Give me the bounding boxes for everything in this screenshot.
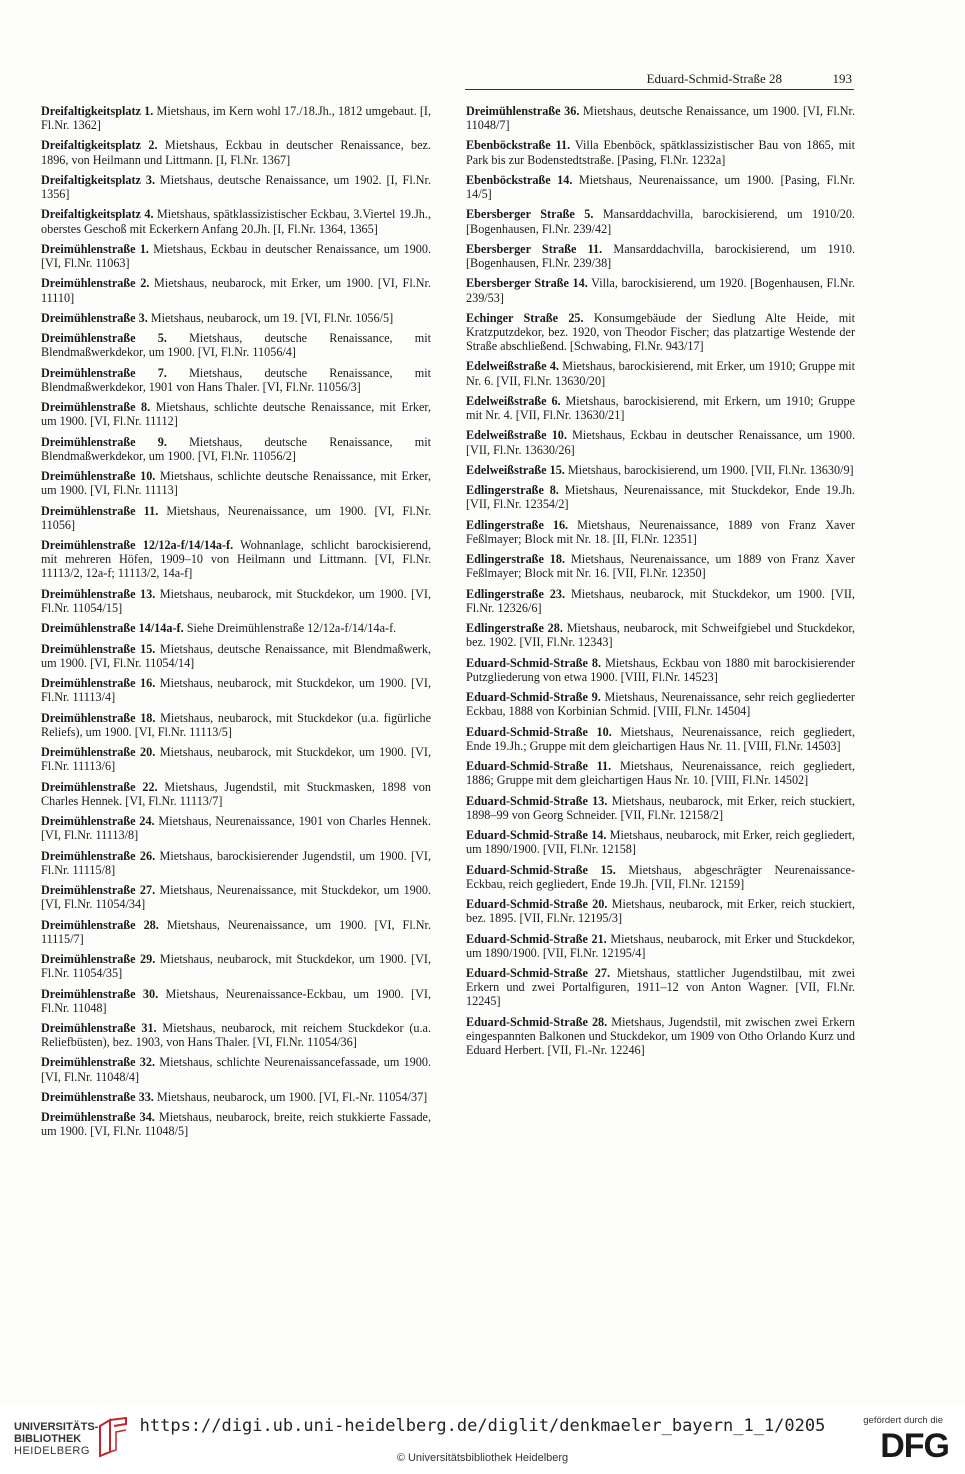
entry-description: Mansarddachvilla, barockisierend, um 1910/20. [Bogenhausen, Fl.Nr. 239/42] — [466, 207, 855, 236]
entry-description: Villa Ebenböck, spätklassizistischer Bau von 1865, mit Park bis zur Bodenstedtstraße. [Pasing, Fl.Nr. 1232a] — [466, 138, 855, 167]
entry-address: Edlingerstraße 18. — [466, 552, 566, 567]
register-entry — [41, 711, 431, 739]
register-entry — [41, 104, 431, 132]
register-entry — [41, 504, 431, 532]
register-entry — [41, 587, 431, 615]
entry-description: Mietshaus, Neurenaissance-Eckbau, um 1900. [VI, Fl.Nr. 11048] — [41, 986, 431, 1015]
entry-address: Edlingerstraße 8. — [466, 483, 559, 498]
entry-description: Mietshaus, Neurenaissance, reich gegliedert, Ende 19.Jh.; Gruppe mit dem gleichartigen Haus Nr. 11. [VIII, Fl.Nr. 14503] — [466, 724, 855, 753]
entry-address: Dreimühlenstraße 27. — [41, 883, 156, 898]
entry-address: Dreimühlenstraße 30. — [41, 986, 159, 1001]
entry-address: Edlingerstraße 28. — [466, 621, 563, 636]
register-entry — [466, 863, 855, 891]
register-entry — [466, 242, 855, 270]
entry-address: Dreimühlenstraße 34. — [41, 1110, 155, 1125]
entry-description: Mietshaus, neubarock, mit Stuckdekor, um 1900. [VI, Fl.Nr. 11054/15] — [41, 586, 432, 615]
register-entry — [41, 400, 431, 428]
running-header — [465, 69, 854, 90]
entry-description: Mietshaus, neubarock, mit Stuckdekor, um 1900. [VI, Fl.Nr. 11054/35] — [41, 952, 432, 981]
footer-bar — [0, 1405, 965, 1474]
entry-address: Dreimühlenstraße 22. — [41, 779, 158, 794]
register-entry — [41, 987, 431, 1015]
register-entry — [41, 1021, 431, 1049]
right-column — [466, 104, 855, 1063]
entry-address: Dreimühlenstraße 1. — [41, 241, 149, 256]
register-entry — [466, 483, 855, 511]
entry-description: Mietshaus, Eckbau in deutscher Renaissance, bez. 1896, von Heilmann und Littmann. [I, Fl.Nr. 1367] — [41, 138, 431, 167]
entry-description: Mietshaus, Neurenaissance, um 1900. [VI, Fl.Nr. 11115/7] — [41, 917, 431, 946]
running-title: Eduard-Schmid-Straße 28 — [646, 71, 782, 86]
entry-address: Dreimühlenstraße 10. — [41, 469, 156, 484]
entry-address: Eduard-Schmid-Straße 10. — [466, 724, 612, 739]
register-entry — [466, 725, 855, 753]
register-entry — [41, 138, 431, 166]
library-name-line1: UNIVERSITÄTS- — [14, 1421, 99, 1433]
entry-description: Mietshaus, neubarock, mit Stuckdekor, um 1900. [VII, Fl.Nr. 12326/6] — [466, 586, 855, 615]
entry-description: Mietshaus, barockisierend, um 1900. [VII, Fl.Nr. 13630/9] — [564, 462, 854, 477]
register-entry — [41, 1090, 431, 1104]
entry-address: Eduard-Schmid-Straße 9. — [466, 690, 601, 705]
entry-address: Dreimühlenstraße 7. — [41, 365, 167, 380]
entry-description: Konsumgebäude der Siedlung Alte Heide, mit Kratzputzdekor, bez. 1920, von Theodor Fischer; das platzartige Westende der Straße abschließend. [Schwabing, Fl.Nr. 943/17] — [466, 310, 856, 354]
entry-address: Eduard-Schmid-Straße 15. — [466, 862, 616, 877]
register-entry — [41, 780, 431, 808]
entry-address: Dreimühlenstraße 11. — [41, 503, 159, 518]
entry-description: Mietshaus, neubarock, mit reichem Stuckdekor (u.a. Reliefbüsten), bez. 1903, von Hans Thaler. [VI, Fl.Nr. 11054/36] — [41, 1020, 431, 1050]
register-entry — [466, 621, 855, 649]
entry-address: Eduard-Schmid-Straße 28. — [466, 1014, 608, 1029]
register-entry — [466, 311, 855, 353]
register-entry — [466, 690, 855, 718]
register-entry — [41, 676, 431, 704]
entry-address: Edelweißstraße 4. — [466, 359, 559, 374]
entry-address: Ebersberger Straße 11. — [466, 241, 603, 256]
register-entry — [41, 814, 431, 842]
register-entry — [41, 883, 431, 911]
entry-description: Mietshaus, neubarock, um 19. [VI, Fl.Nr. 1056/5] — [147, 310, 394, 325]
register-entry — [41, 621, 431, 635]
entry-address: Ebersberger Straße 14. — [466, 276, 588, 291]
entry-description: Mietshaus, Jugendstil, mit Stuckmasken, 1898 von Charles Hennek. [VI, Fl.Nr. 11113/7] — [41, 779, 431, 808]
entry-description: Mietshaus, deutsche Renaissance, um 1900. [VI, Fl.Nr. 11048/7] — [466, 104, 855, 133]
entry-description: Mietshaus, neubarock, mit Erker, reich gegliedert, um 1890/1900. [VII, Fl.Nr. 12158] — [466, 828, 855, 857]
entry-description: Mietshaus, schlichte deutsche Renaissance, mit Erker, um 1900. [VI, Fl.Nr. 11112] — [41, 400, 431, 429]
register-entry — [41, 952, 431, 980]
register-entry — [41, 642, 431, 670]
register-entry — [466, 897, 855, 925]
entry-description: Mietshaus, Neurenaissance, 1901 von Charles Hennek. [VI, Fl.Nr. 11113/8] — [41, 814, 431, 843]
register-entry — [466, 394, 855, 422]
register-entry — [466, 587, 855, 615]
entry-description: Mietshaus, deutsche Renaissance, mit Blendmaßwerkdekor, um 1900. [VI, Fl.Nr. 11056/2] — [41, 434, 432, 463]
entry-address: Dreimühlenstraße 32. — [41, 1055, 156, 1070]
entry-address: Echinger Straße 25. — [466, 310, 584, 325]
entry-address: Dreimühlenstraße 29. — [41, 952, 156, 967]
entry-address: Dreimühlenstraße 26. — [41, 848, 156, 863]
entry-description: Mietshaus, Neurenaissance, mit Stuckdekor, Ende 19.Jh. [VII, Fl.Nr. 12354/2] — [466, 483, 855, 512]
entry-address: Ebersberger Straße 5. — [466, 207, 594, 222]
entry-description: Mietshaus, Eckbau in deutscher Renaissance, um 1900. [VII, Fl.Nr. 13630/26] — [466, 428, 855, 457]
entry-address: Edelweißstraße 15. — [466, 462, 565, 477]
entry-address: Dreimühlenstraße 31. — [41, 1020, 157, 1035]
entry-description: Villa, barockisierend, um 1920. [Bogenhausen, Fl.Nr. 239/53] — [466, 276, 855, 305]
register-entry — [466, 759, 855, 787]
entry-description: Mansarddachvilla, barockisierend, um 1910. [Bogenhausen, Fl.Nr. 239/38] — [466, 241, 855, 271]
register-entry — [41, 1110, 431, 1138]
register-entry — [41, 469, 431, 497]
entry-address: Dreifaltigkeitsplatz 3. — [41, 172, 156, 187]
entry-address: Dreimühlenstraße 2. — [41, 276, 150, 291]
entry-address: Dreimühlenstraße 9. — [41, 434, 167, 449]
register-entry — [41, 1055, 431, 1083]
entry-description: Mietshaus, Neurenaissance, um 1889 von Franz Xaver Feßlmayer; Block mit Nr. 16. [VII, Fl.Nr. 12350] — [466, 552, 855, 581]
entry-address: Dreimühlenstraße 28. — [41, 917, 159, 932]
page-number: 193 — [832, 71, 852, 86]
entry-description: Mietshaus, neubarock, mit Stuckdekor, um 1900. [VI, Fl.Nr. 11113/4] — [41, 676, 432, 705]
entry-address: Dreifaltigkeitsplatz 4. — [41, 207, 154, 222]
entry-address: Eduard-Schmid-Straße 11. — [466, 759, 612, 774]
register-entry — [466, 794, 855, 822]
entry-address: Dreimühlenstraße 3. — [41, 310, 148, 325]
register-entry — [466, 1015, 855, 1057]
register-entry — [466, 932, 855, 960]
entry-address: Edelweißstraße 10. — [466, 428, 567, 443]
entry-description: Mietshaus, neubarock, mit Erker, reich stuckiert, 1898–99 von Georg Schneider. [VII, Fl.Nr. 12158/2] — [466, 793, 855, 822]
register-entry — [466, 207, 855, 235]
entry-address: Dreimühlenstraße 12/12a-f/14/14a-f. — [41, 538, 234, 553]
entry-address: Dreimühlenstraße 16. — [41, 676, 156, 691]
entry-description: Mietshaus, neubarock, mit Stuckdekor (u.a. figürliche Reliefs), um 1900. [VI, Fl.Nr. 11113/5] — [41, 710, 431, 739]
register-entry — [41, 173, 431, 201]
entry-address: Edlingerstraße 23. — [466, 586, 566, 601]
register-entry — [466, 518, 855, 546]
entry-description: Mietshaus, Eckbau in deutscher Renaissance, um 1900. [VI, Fl.Nr. 11063] — [41, 241, 431, 271]
entry-address: Edlingerstraße 16. — [466, 517, 569, 532]
entry-description: Mietshaus, Neurenaissance, reich gegliedert, 1886; Gruppe mit dem gleichartigen Haus Nr. 10. [VIII, Fl.Nr. 14502] — [466, 759, 855, 788]
entry-address: Dreimühlenstraße 8. — [41, 400, 151, 415]
entry-description: Wohnanlage, schlicht barockisierend, mit mehreren Höfen, 1909–10 von Heilmann und Littmann. [VI, Fl.Nr. 11113/2, 12a-f; 11113/2, 14a-f] — [41, 538, 431, 581]
entry-address: Ebenböckstraße 11. — [466, 138, 571, 153]
entry-address: Eduard-Schmid-Straße 20. — [466, 897, 608, 912]
register-entry — [466, 276, 855, 304]
register-entry — [466, 104, 855, 132]
entry-address: Edelweißstraße 6. — [466, 393, 561, 408]
entry-description: Mietshaus, stattlicher Jugendstilbau, mit zwei Erkern und zwei Portalfiguren, 1911–12 von Anton Wagner. [VII, Fl.Nr. 12245] — [466, 966, 855, 1009]
entry-description: Mietshaus, deutsche Renaissance, mit Blendmaßwerkdekor, um 1900. [VI, Fl.Nr. 11056/4] — [41, 331, 432, 360]
entry-address: Dreimühlenstraße 14/14a-f. — [41, 621, 184, 636]
entry-description: Mietshaus, im Kern wohl 17./18.Jh., 1812 umgebaut. [I, Fl.Nr. 1362] — [41, 104, 431, 133]
register-entry — [41, 435, 431, 463]
entry-address: Eduard-Schmid-Straße 14. — [466, 828, 607, 843]
register-entry — [41, 207, 431, 235]
entry-description: Mietshaus, Neurenaissance, sehr reich gegliederter Eckbau, 1888 von Korbinian Schmid. [VIII, Fl.Nr. 14504] — [466, 690, 855, 719]
entry-description: Mietshaus, Neurenaissance, um 1900. [Pasing, Fl.Nr. 14/5] — [466, 172, 855, 202]
register-entry — [41, 276, 431, 304]
library-name-line2: BIBLIOTHEK — [14, 1433, 82, 1445]
entry-description: Mietshaus, barockisierend, mit Erkern, um 1910; Gruppe mit Nr. 4. [VII, Fl.Nr. 13630/21] — [466, 393, 855, 423]
entry-description: Mietshaus, barockisierend, mit Erker, um 1910; Gruppe mit Nr. 6. [VII, Fl.Nr. 13630/20] — [466, 359, 855, 388]
register-entry — [41, 242, 431, 270]
entry-description: Mietshaus, Neurenaissance, mit Stuckdekor, um 1900. [VI, Fl.Nr. 11054/34] — [41, 883, 432, 912]
register-entry — [41, 366, 431, 394]
register-entry — [466, 428, 855, 456]
register-entry — [41, 918, 431, 946]
entry-description: Mietshaus, neubarock, mit Erker, reich stuckiert, bez. 1895. [VII, Fl.Nr. 12195/3] — [466, 897, 855, 926]
entry-description: Mietshaus, barockisierender Jugendstil, um 1900. [VI, Fl.Nr. 11115/8] — [41, 848, 431, 877]
entry-address: Eduard-Schmid-Straße 8. — [466, 655, 602, 670]
entry-address: Dreimühlenstraße 15. — [41, 641, 156, 656]
entry-description: Mietshaus, deutsche Renaissance, um 1902. [I, Fl.Nr. 1356] — [41, 172, 431, 202]
entry-description: Mietshaus, Neurenaissance, 1889 von Franz Xaver Feßlmayer; Block mit Nr. 18. [II, Fl.Nr. 12351] — [466, 517, 855, 546]
entry-address: Dreimühlenstraße 33. — [41, 1089, 154, 1104]
entry-description: Mietshaus, Jugendstil, mit zwischen zwei Erkern eingespannten Balkonen und Stuckdekor, um 1909 von Otho Orlando Kurz und Eduard Herbert. [VII, Fl.-Nr. 12246] — [466, 1014, 855, 1057]
entry-address: Dreimühlenstraße 18. — [41, 710, 156, 725]
entry-address: Dreimühlenstraße 5. — [41, 331, 167, 346]
dfg-logo[interactable]: DFG — [880, 1427, 949, 1465]
entry-description: Siehe Dreimühlenstraße 12/12a-f/14/14a-f. — [183, 621, 397, 636]
entry-description: Mietshaus, Eckbau von 1880 mit barockisierender Putzgliederung von etwa 1900. [VIII, Fl.Nr. 14523] — [466, 655, 855, 684]
entry-address: Dreimühlenstraße 36. — [466, 104, 580, 118]
library-name-line3: HEIDELBERG — [14, 1445, 90, 1457]
register-entry — [466, 138, 855, 166]
entry-description: Mietshaus, neubarock, mit Schweifgiebel und Stuckdekor, bez. 1902. [VII, Fl.Nr. 12343] — [466, 621, 855, 650]
entry-address: Eduard-Schmid-Straße 13. — [466, 793, 608, 808]
entry-description: Mietshaus, deutsche Renaissance, mit Blendmaßwerkdekor, 1901 von Hans Thaler. [VI, Fl.Nr. 11056/3] — [41, 365, 432, 394]
register-entry — [466, 463, 855, 477]
register-entry — [41, 331, 431, 359]
register-entry — [466, 359, 855, 387]
register-entry — [41, 311, 431, 325]
register-entry — [466, 966, 855, 1008]
register-entry — [41, 745, 431, 773]
register-entry — [466, 656, 855, 684]
register-entry — [41, 538, 431, 580]
entry-description: Mietshaus, neubarock, mit Erker und Stuckdekor, um 1890/1900. [VII, Fl.Nr. 12195/4] — [466, 931, 855, 960]
entry-address: Dreifaltigkeitsplatz 1. — [41, 104, 154, 118]
entry-description: Mietshaus, neubarock, breite, reich stukkierte Fassade, um 1900. [VI, Fl.Nr. 11048/5] — [41, 1110, 431, 1139]
entry-description: Mietshaus, Neurenaissance, um 1900. [VI, Fl.Nr. 11056] — [41, 503, 432, 532]
entry-description: Mietshaus, deutsche Renaissance, mit Blendmaßwerk, um 1900. [VI, Fl.Nr. 11054/14] — [41, 641, 431, 670]
entry-description: Mietshaus, spätklassizistischer Eckbau, 3.Viertel 19.Jh., oberstes Geschoß mit Eckerkern Anfang 20.Jh. [I, Fl.Nr. 1364, 1365] — [41, 207, 431, 236]
entry-description: Mietshaus, neubarock, um 1900. [VI, Fl.-Nr. 11054/37] — [153, 1089, 428, 1104]
entry-address: Eduard-Schmid-Straße 27. — [466, 966, 611, 981]
entry-address: Dreimühlenstraße 24. — [41, 814, 155, 829]
entry-address: Dreimühlenstraße 20. — [41, 745, 156, 760]
entry-description: Mietshaus, neubarock, mit Erker, um 1900. [VI, Fl.Nr. 11110] — [41, 276, 431, 305]
left-column — [41, 104, 431, 1145]
funding-label: gefördert durch die — [863, 1415, 943, 1426]
entry-description: Mietshaus, abgeschrägter Neurenaissance-Eckbau, reich gegliedert, Ende 19.Jh. [VII, Fl.Nr. 12159] — [466, 862, 855, 891]
register-entry — [41, 849, 431, 877]
entry-address: Eduard-Schmid-Straße 21. — [466, 931, 607, 946]
entry-description: Mietshaus, schlichte Neurenaissancefassade, um 1900. [VI, Fl.Nr. 11048/4] — [41, 1055, 432, 1084]
copyright-notice: © Universitätsbibliothek Heidelberg — [396, 1452, 569, 1464]
entry-description: Mietshaus, neubarock, mit Stuckdekor, um 1900. [VI, Fl.Nr. 11113/6] — [41, 745, 432, 774]
entry-description: Mietshaus, schlichte deutsche Renaissance, mit Erker, um 1900. [VI, Fl.Nr. 11113] — [41, 469, 431, 498]
entry-address: Ebenböckstraße 14. — [466, 172, 573, 187]
register-entry — [466, 552, 855, 580]
register-entry — [466, 173, 855, 201]
register-entry — [466, 828, 855, 856]
entry-address: Dreimühlenstraße 13. — [41, 586, 156, 601]
permalink-url[interactable]: https://digi.ub.uni-heidelberg.de/diglit/denkmaeler_bayern_1_1/0205 — [139, 1416, 826, 1436]
entry-address: Dreifaltigkeitsplatz 2. — [41, 138, 158, 153]
